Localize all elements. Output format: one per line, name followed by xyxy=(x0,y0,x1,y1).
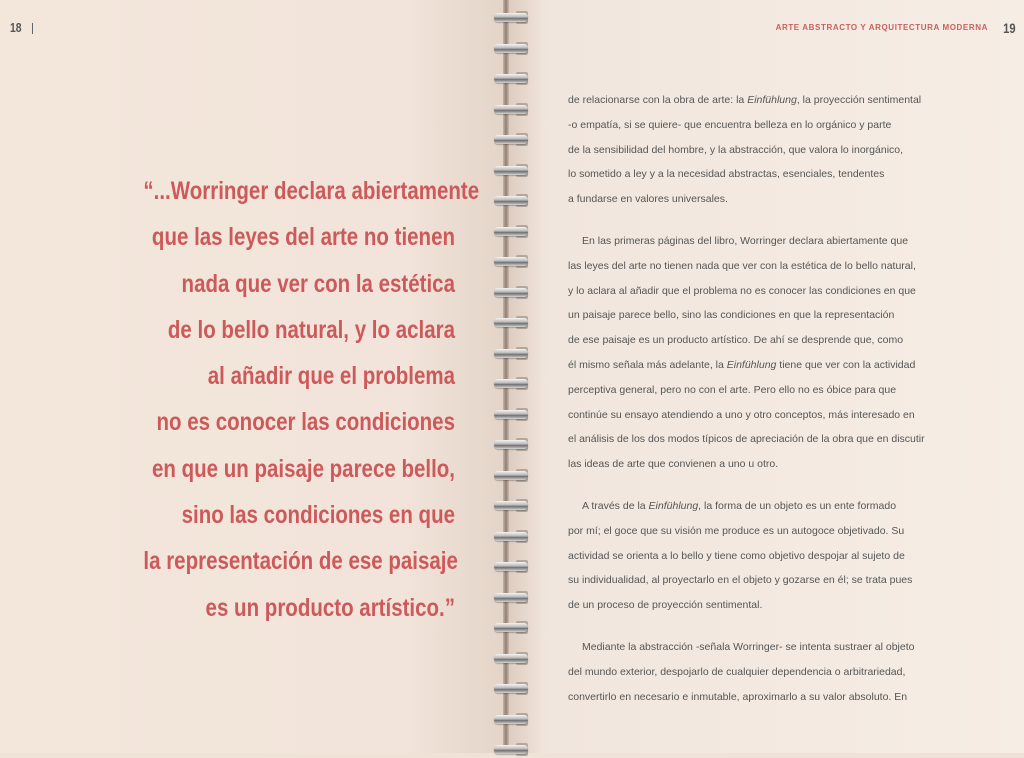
spiral-coil xyxy=(494,590,528,606)
text-line: de la sensibilidad del hombre, y la abstracción, que valora lo inorgánico, xyxy=(568,143,904,156)
spiral-coil xyxy=(494,559,528,575)
spiral-coil xyxy=(494,315,528,331)
spiral-coil xyxy=(494,651,528,667)
text-run: tiene que ver con la actividad xyxy=(776,358,916,371)
text-line xyxy=(568,494,968,519)
running-header: ARTE ABSTRACTO Y ARQUITECTURA MODERNA xyxy=(775,23,988,32)
spiral-coil xyxy=(494,163,528,179)
spiral-coil xyxy=(494,193,528,209)
text-run: , la proyección sentimental xyxy=(796,94,922,106)
text-line: convertirlo en necesario e inmutable, aproximarlo a su valor absoluto. En xyxy=(568,690,908,703)
text-line: continúe su ensayo atendiendo a uno y otro conceptos, más interesado en xyxy=(568,408,915,421)
text-line: actividad se orienta a lo bello y tiene como objetivo despojar al sujeto de xyxy=(568,549,905,562)
text-run: de relacionarse con la obra de arte: la xyxy=(568,94,748,106)
text-line: perceptiva general, pero no con el arte. Pero ello no es óbice para que xyxy=(568,383,897,396)
pull-quote-line: no es conocer las condiciones xyxy=(156,408,455,437)
spiral-coil xyxy=(494,346,528,362)
text-line: -o empatía, si se quiere- que encuentra belleza en lo orgánico y parte xyxy=(568,118,892,131)
spiral-coil xyxy=(494,10,528,26)
italic-term: Einfühlung xyxy=(726,358,777,371)
spiral-coil xyxy=(494,224,528,240)
text-line: del mundo exterior, despojarlo de cualquier dependencia o arbitrariedad, xyxy=(568,665,906,678)
pull-quote-line: en que un paisaje parece bello, xyxy=(151,454,455,483)
spiral-coil xyxy=(494,71,528,87)
left-page xyxy=(0,0,505,753)
text-line: las leyes del arte no tienen nada que ver con la estética de lo bello natural, xyxy=(568,259,916,272)
text-line xyxy=(568,353,968,378)
text-line: el análisis de los dos modos típicos de apreciación de la obra que en discutir xyxy=(568,433,925,446)
paragraph-2 xyxy=(568,229,968,477)
text-line xyxy=(568,88,968,113)
text-line: Mediante la abstracción -señala Worringer- se intenta sustraer al objeto xyxy=(582,640,915,653)
left-page-number: 18 xyxy=(10,20,22,35)
text-run: , la forma de un objeto es un ente formado xyxy=(698,499,897,512)
pull-quote-line: nada que ver con la estética xyxy=(181,269,456,298)
text-line: su individualidad, al proyectarlo en el objeto y gozarse en él; se trata pues xyxy=(568,574,913,587)
right-page-number: 19 xyxy=(1003,20,1016,36)
spiral-coil xyxy=(494,712,528,728)
spiral-coil xyxy=(494,254,528,270)
text-line: y lo aclara al añadir que el problema no es conocer las condiciones en que xyxy=(568,284,916,297)
spiral-coil xyxy=(494,132,528,148)
pull-quote-line: sino las condiciones en que xyxy=(181,501,455,530)
italic-term: Einfühlung xyxy=(648,499,699,512)
pull-quote-line: es un producto artístico.” xyxy=(205,593,455,622)
page-number-divider xyxy=(32,23,33,34)
spiral-coil xyxy=(494,41,528,57)
paragraph-3 xyxy=(568,494,968,618)
pull-quote xyxy=(75,168,480,631)
text-line: a fundarse en valores universales. xyxy=(568,193,728,206)
pull-quote-line: al añadir que el problema xyxy=(207,362,455,391)
text-line: las ideas de arte que convienen a uno u otro. xyxy=(568,458,779,471)
spiral-coil xyxy=(494,376,528,392)
text-run: A través de la xyxy=(582,499,649,512)
pull-quote-line: “...Worringer declara abiertamente xyxy=(143,177,480,205)
text-line: un paisaje parece bello, sino las condiciones en que la representación xyxy=(568,309,895,322)
body-text xyxy=(568,88,968,726)
pull-quote-line: que las leyes del arte no tienen xyxy=(151,223,456,252)
spiral-binding xyxy=(486,0,538,753)
spiral-coil xyxy=(494,102,528,118)
text-line: lo sometido a ley y a la necesidad abstractas, esenciales, tendentes xyxy=(568,168,885,181)
text-line: por mí; el goce que su visión me produce es un autogoce objetivado. Su xyxy=(568,524,905,537)
spiral-coil xyxy=(494,498,528,514)
spiral-coil xyxy=(494,468,528,484)
italic-term: Einfühlung xyxy=(747,94,797,106)
text-line: de ese paisaje es un producto artístico. De ahí se desprende que, como xyxy=(568,334,904,347)
text-line: de un proceso de proyección sentimental. xyxy=(568,599,763,612)
pull-quote-line: de lo bello natural, y lo aclara xyxy=(167,315,455,344)
spiral-coil xyxy=(494,285,528,301)
spiral-coil xyxy=(494,529,528,545)
paragraph-1 xyxy=(568,88,968,212)
spiral-coil xyxy=(494,407,528,423)
text-run: él mismo señala más adelante, la xyxy=(568,358,727,371)
paragraph-4 xyxy=(568,635,968,709)
spiral-coil xyxy=(494,742,528,758)
spiral-coil xyxy=(494,620,528,636)
text-line: En las primeras páginas del libro, Worringer declara abiertamente que xyxy=(582,234,909,247)
pull-quote-line: la representación de ese paisaje xyxy=(143,547,458,576)
spiral-coil xyxy=(494,437,528,453)
spiral-coil xyxy=(494,681,528,697)
